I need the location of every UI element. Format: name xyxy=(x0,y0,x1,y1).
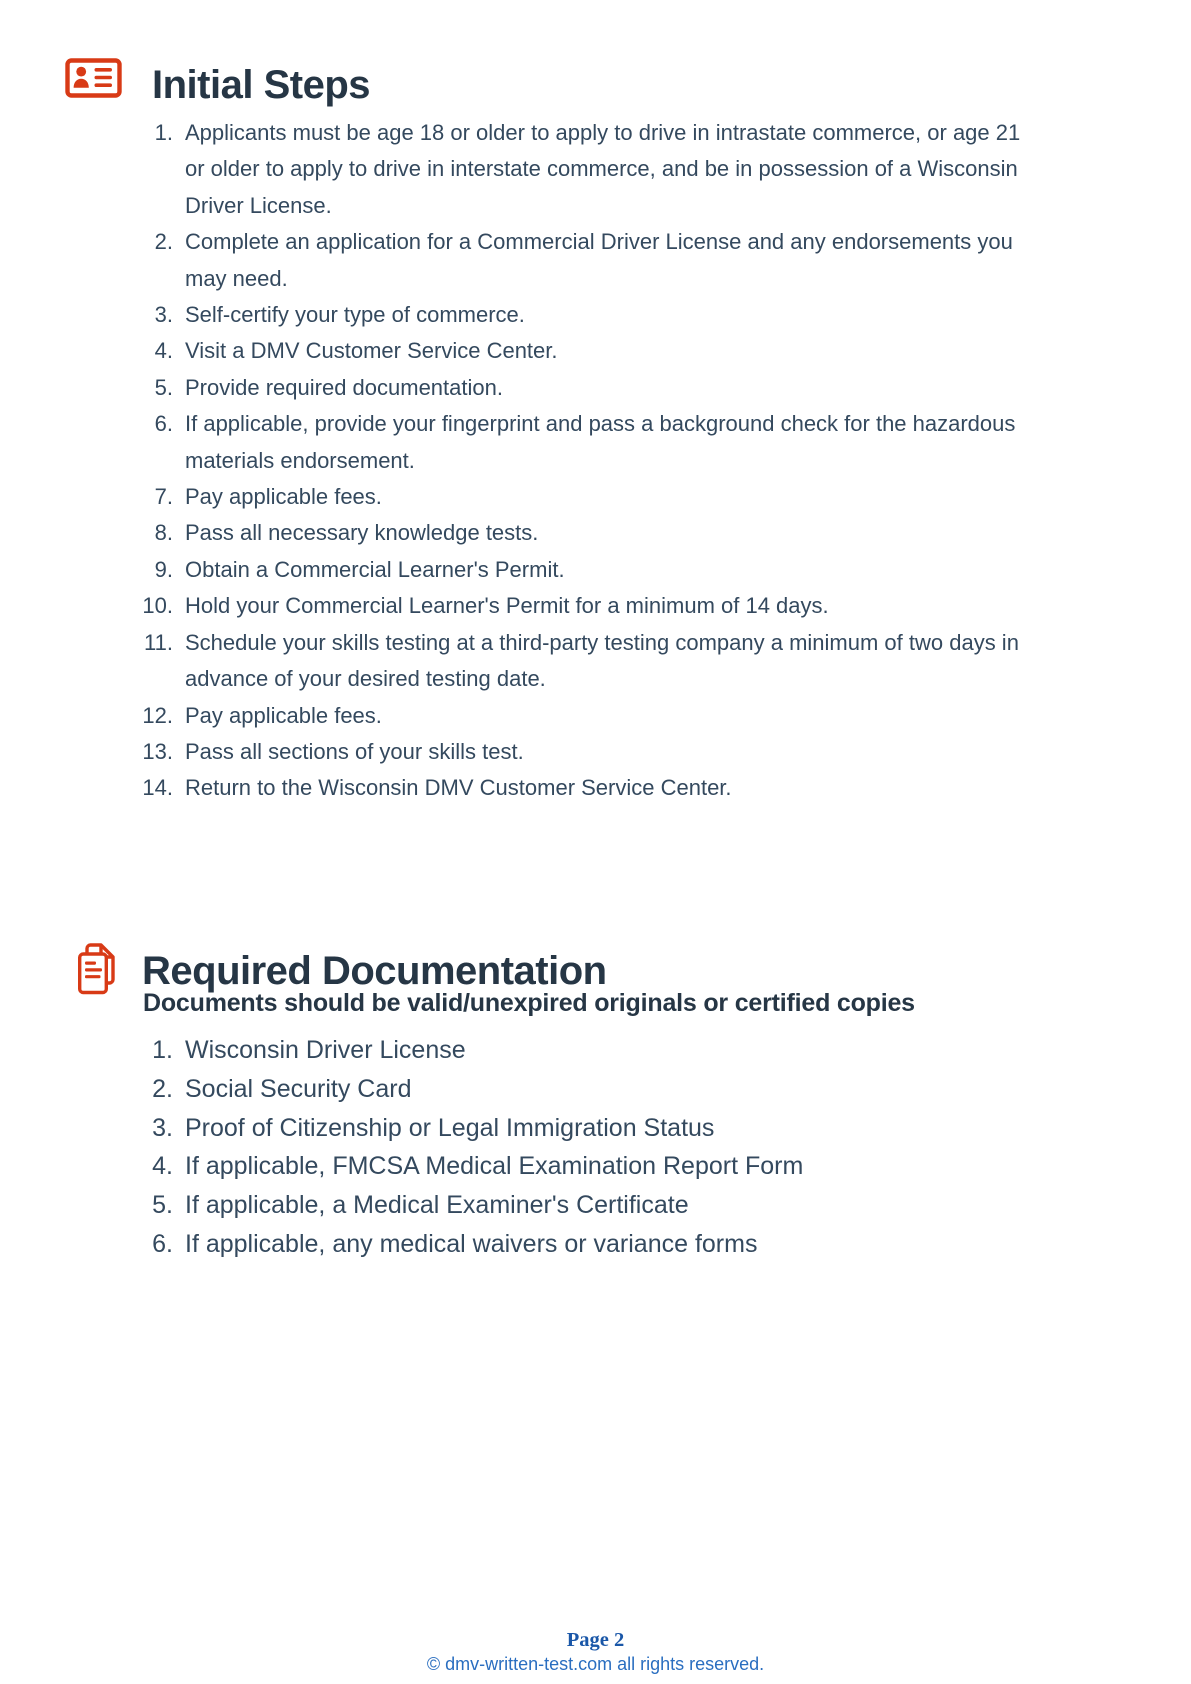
list-item: Schedule your skills testing at a third-party testing company a minimum of two days in advance of your desired testing date. xyxy=(185,629,1019,692)
list-item: Pay applicable fees. xyxy=(185,702,382,728)
initial-steps-list xyxy=(185,115,1033,807)
list-item: Return to the Wisconsin DMV Customer Service Center. xyxy=(185,775,732,801)
section-title-initial-steps: Initial Steps xyxy=(152,63,370,107)
id-card-icon xyxy=(65,58,122,103)
page-number: Page 2 xyxy=(566,1629,625,1651)
list-item: Wisconsin Driver License xyxy=(185,1036,466,1064)
required-documents-list xyxy=(185,1031,1085,1264)
list-item: Hold your Commercial Learner's Permit for a minimum of 14 days. xyxy=(185,593,829,619)
documents-icon xyxy=(76,942,118,1000)
list-item: If applicable, FMCSA Medical Examination Report Form xyxy=(185,1152,804,1181)
list-item: Complete an application for a Commercial Driver License and any endorsements you may need. xyxy=(185,229,1013,291)
section-title-required-documentation: Required Documentation xyxy=(142,949,607,993)
list-item: Self-certify your type of commerce. xyxy=(185,302,525,328)
list-item: If applicable, a Medical Examiner's Certificate xyxy=(185,1191,689,1220)
list-item: Pass all necessary knowledge tests. xyxy=(185,520,539,546)
list-item: If applicable, provide your fingerprint and pass a background check for the hazardous materials endorsement. xyxy=(185,411,1016,473)
list-item: Applicants must be age 18 or older to apply to drive in intrastate commerce, or age 21 or older to apply to drive in interstate commerce, and be in possession of a Wisconsin Driver License. xyxy=(185,120,1021,218)
list-item: Obtain a Commercial Learner's Permit. xyxy=(185,556,565,582)
list-item: Visit a DMV Customer Service Center. xyxy=(185,338,558,364)
list-item: Provide required documentation. xyxy=(185,374,503,400)
list-item: If applicable, any medical waivers or variance forms xyxy=(185,1229,758,1258)
list-item: Pay applicable fees. xyxy=(185,484,382,510)
list-item: Pass all sections of your skills test. xyxy=(185,738,524,764)
section-subtitle: Documents should be valid/unexpired originals or certified copies xyxy=(143,989,915,1017)
list-item: Proof of Citizenship or Legal Immigration Status xyxy=(185,1113,715,1142)
copyright-text: © dmv-written-test.com all rights reserved. xyxy=(426,1654,765,1674)
list-item: Social Security Card xyxy=(185,1074,412,1103)
